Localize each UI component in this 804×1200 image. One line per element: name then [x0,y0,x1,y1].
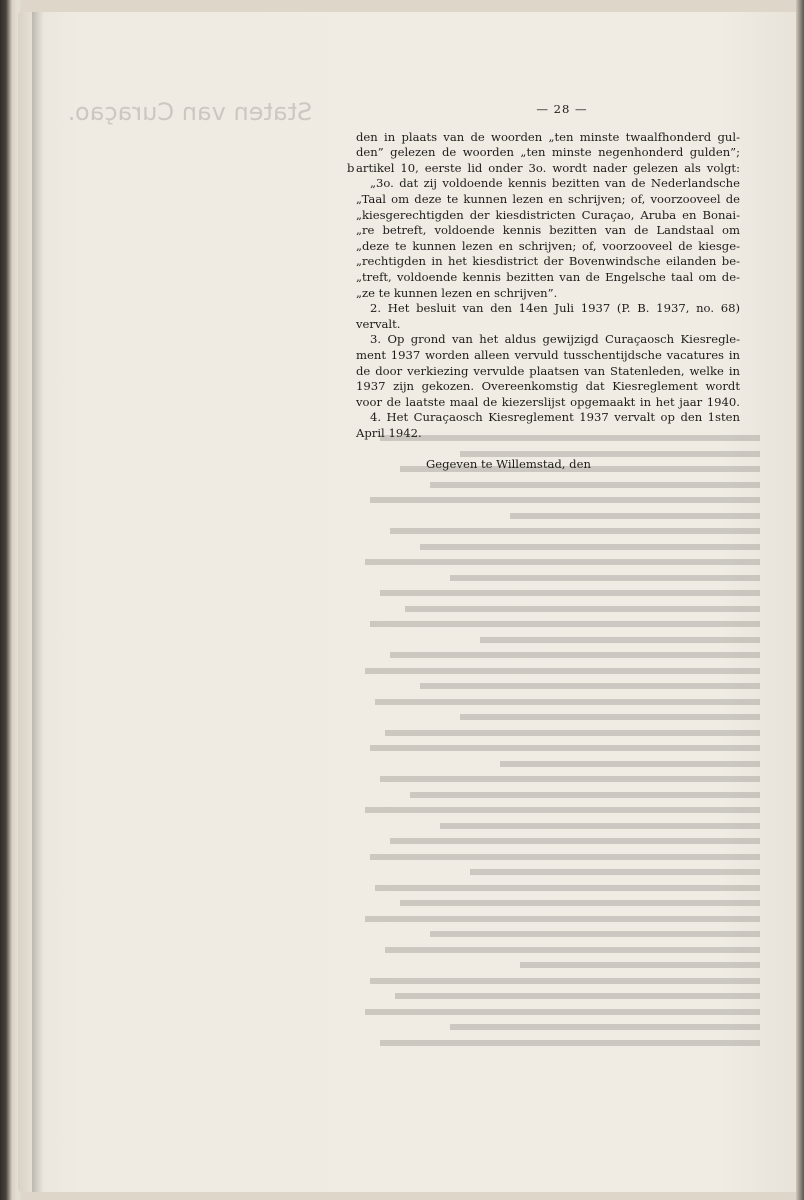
text-line: vervalt. [356,316,401,331]
text-line: ment 1937 worden alleen vervuld tusschentijdsche vacatures in [356,347,740,362]
document-text [347,102,740,473]
text-line: „Taal om deze te kunnen lezen en schrijven; of, voorzooveel de [356,191,740,206]
closing-line: Gegeven te Willemstad, den [426,457,591,472]
text-line: artikel 10, eerste lid onder 3o. wordt nader gelezen als volgt: [356,160,740,175]
text-line: April 1942. [356,425,422,440]
page-number: — 28 — [536,102,588,116]
text-line: 1937 zijn gekozen. Overeenkomstig dat Kiesreglement wordt [356,379,740,394]
text-line: „3o. dat zij voldoende kennis bezitten van de Nederlandsche [370,176,740,191]
text-line: de door verkiezing vervulde plaatsen van Statenleden, welke in [356,363,740,378]
text-line: den in plaats van de woorden „ten minste twaalfhonderd gul- [356,129,740,144]
text-line: 4. Het Curaçaosch Kiesreglement 1937 vervalt op den 1sten [370,410,740,425]
text-line: „ze te kunnen lezen en schrijven”. [356,285,558,300]
bleed-through-text [340,430,760,1050]
page-edge [796,0,804,1200]
text-line: „treft, voldoende kennis bezitten van de Engelsche taal om de- [356,269,740,284]
text-line: 3. Op grond van het aldus gewijzigd Curaçaosch Kiesregle- [370,332,740,347]
text-line: 2. Het besluit van den 14en Juli 1937 (P. B. 1937, no. 68) [370,301,740,316]
text-line: voor de laatste maal de kiezerslijst opgemaakt in het jaar 1940. [356,394,740,409]
margin-mark: b [347,160,355,175]
page-fold-shadow [32,12,44,1192]
text-line: „rechtigden in het kiesdistrict der Bovenwindsche eilanden be- [356,254,740,269]
bleed-through-heading: Staten van Curaçao. [67,98,313,126]
text-line: „kiesgerechtigden der kiesdistricten Curaçao, Aruba en Bonai- [356,207,740,222]
text-line: „deze te kunnen lezen en schrijven; of, voorzooveel de kiesge- [356,238,740,253]
text-line-with-margin-mark [347,160,740,177]
text-line: den” gelezen de woorden „ten minste negenhonderd gulden”; [356,145,740,160]
text-line: „re betreft, voldoende kennis bezitten van de Landstaal om [356,223,740,238]
